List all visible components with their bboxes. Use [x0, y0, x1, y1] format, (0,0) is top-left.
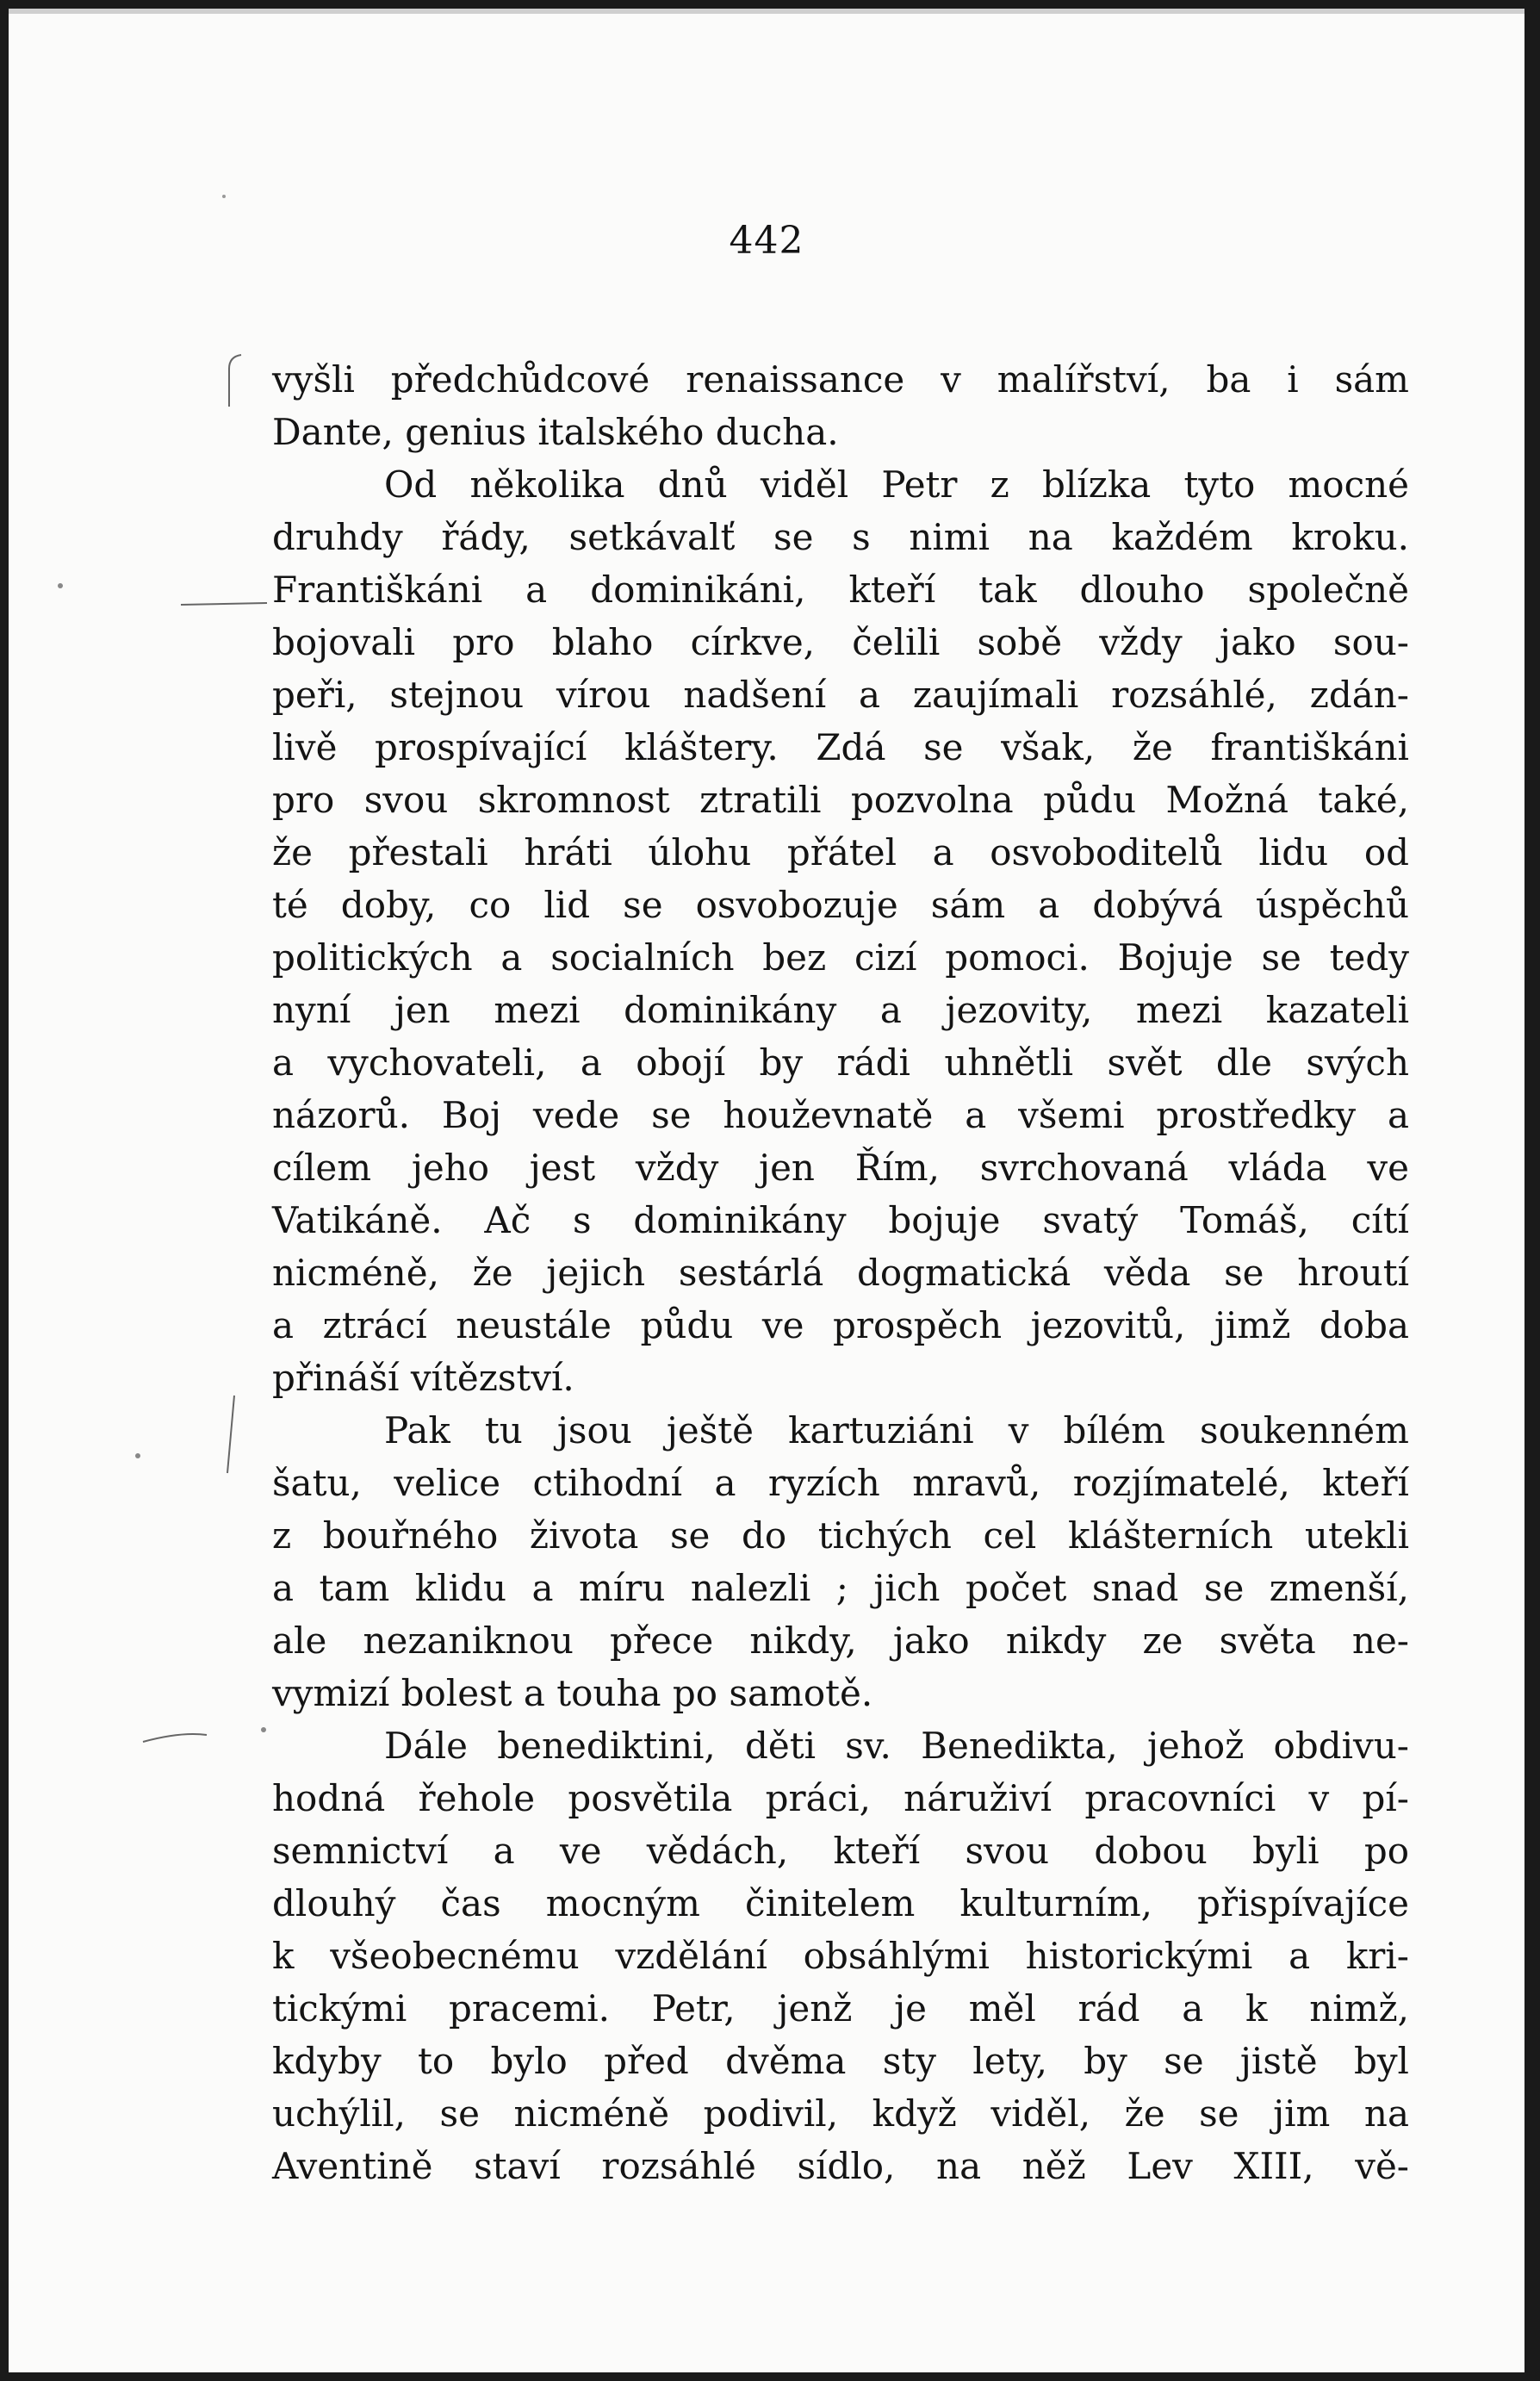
text-line: Aventině staví rozsáhlé sídlo, na něž Lev XIII, vě- [272, 2145, 1409, 2187]
text-line: Od několika dnů viděl Petr z blízka tyto mocné [384, 463, 1409, 506]
text-line: Dante, genius italského ducha. [272, 411, 839, 453]
body-text [272, 353, 1409, 2192]
text-line: a ztrácí neustále půdu ve prospěch jezovitů, jimž doba [272, 1304, 1409, 1346]
page-number: 442 [729, 219, 804, 263]
text-line: politických a socialních bez cizí pomoci. Bojuje se tedy [272, 936, 1409, 979]
text-line: Františkáni a dominikáni, kteří tak dlouho společně [272, 569, 1409, 611]
text-line: semnictví a ve vědách, kteří svou dobou byli po [272, 1830, 1409, 1872]
text-line: Vatikáně. Ač s dominikány bojuje svatý Tomáš, cítí [272, 1199, 1409, 1241]
text-line: a tam klidu a míru nalezli ; jich počet snad se zmenší, [272, 1567, 1409, 1609]
text-line: pro svou skromnost ztratili pozvolna půdu Možná také, [272, 779, 1409, 821]
text-line: nyní jen mezi dominikány a jezovity, mezi kazateli [272, 989, 1409, 1031]
margin-dot-4 [222, 195, 226, 198]
text-line: přináší vítězství. [272, 1357, 574, 1399]
margin-dot-2 [135, 1453, 140, 1458]
text-line: druhdy řády, setkávalť se s nimi na každém kroku. [272, 516, 1409, 558]
text-line: názorů. Boj vede se houževnatě a všemi prostředky a [272, 1094, 1409, 1136]
margin-dash-mark-2 [143, 1734, 207, 1742]
text-line: té doby, co lid se osvobozuje sám a dobývá úspěchů [272, 884, 1409, 926]
margin-pencil-marks [9, 9, 284, 2372]
text-line: kdyby to bylo před dvěma sty lety, by se jistě byl [272, 2040, 1409, 2082]
text-line: vyšli předchůdcové renaissance v malířství, ba i sám [272, 358, 1409, 401]
text-line: že přestali hráti úlohu přátel a osvoboditelů lidu od [272, 831, 1409, 873]
text-line: uchýlil, se nicméně podivil, když viděl, že se jim na [272, 2092, 1409, 2135]
margin-bracket-mark [229, 355, 241, 407]
book-page [9, 9, 1524, 2372]
text-line: z bouřného života se do tichých cel klášterních utekli [272, 1514, 1409, 1557]
text-line: dlouhý čas mocným činitelem kulturním, přispívajíce [272, 1882, 1409, 1924]
text-line: ale nezaniknou přece nikdy, jako nikdy ze světa ne- [272, 1619, 1409, 1662]
text-line: cílem jeho jest vždy jen Řím, svrchovaná vláda ve [272, 1147, 1409, 1189]
margin-dash-mark [181, 603, 267, 605]
text-line: nicméně, že jejich sestárlá dogmatická věda se hroutí [272, 1252, 1409, 1294]
text-line: šatu, velice ctihodní a ryzích mravů, rozjímatelé, kteří [272, 1462, 1409, 1504]
text-line: a vychovateli, a obojí by rádi uhnětli svět dle svých [272, 1041, 1409, 1084]
text-line: tickými pracemi. Petr, jenž je měl rád a k nimž, [272, 1987, 1409, 2030]
text-line: peři, stejnou vírou nadšení a zaujímali rozsáhlé, zdán- [272, 674, 1409, 716]
text-line: Pak tu jsou ještě kartuziáni v bílém soukenném [384, 1409, 1409, 1452]
margin-line-mark [227, 1396, 234, 1473]
text-line: bojovali pro blaho církve, čelili sobě vždy jako sou- [272, 621, 1409, 663]
margin-dot [58, 583, 63, 588]
text-line: hodná řehole posvětila práci, náruživí pracovníci v pí- [272, 1777, 1409, 1819]
text-line: Dále benediktini, děti sv. Benedikta, jehož obdivu- [384, 1725, 1409, 1767]
text-line: livě prospívající kláštery. Zdá se však, že františkáni [272, 726, 1409, 768]
text-line: k všeobecnému vzdělání obsáhlými historickými a kri- [272, 1935, 1409, 1977]
margin-dot-3 [261, 1727, 266, 1732]
text-line: vymizí bolest a touha po samotě. [272, 1672, 873, 1714]
